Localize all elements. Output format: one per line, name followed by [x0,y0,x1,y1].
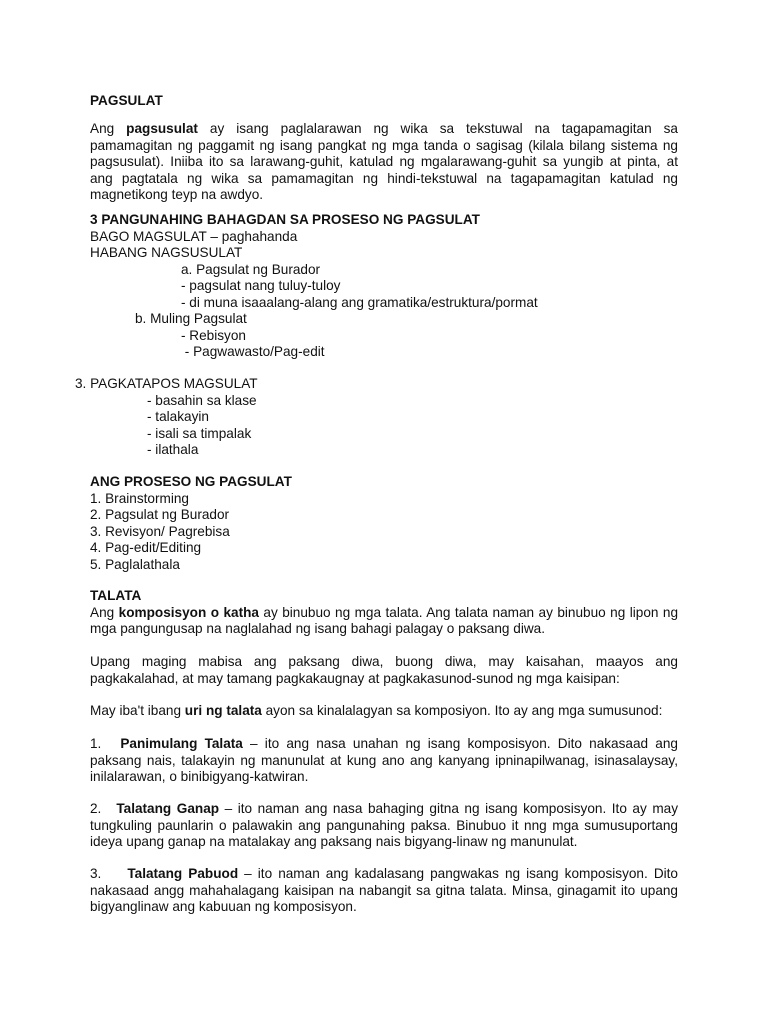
rewrite-item-1: - Rebisyon [181,327,246,343]
draft-item-1: - pagsulat nang tuluy-tuloy [181,278,341,293]
after-item-1: - basahin sa klase [147,392,257,408]
type-2-line-2: tungkuling paunlarin o palawakin ang pangunahing paksa. Binubuo it nng mga sumusuportang [90,817,678,833]
intro-line-2: pamamagitan ng paggamit ng isang pangkat ng mga tanda o sagisag (kilala bilang sistema ng [90,137,678,153]
type-2-line-1: 2. Talatang Ganap – ito naman ang nasa bahaging gitna ng isang komposisyon. Ito ay may [90,801,678,816]
page-title: PAGSULAT [90,93,163,108]
intro-line-3: pagsusulat). Iniiba ito sa larawang-guhit, katulad ng mgalarawang-guhit sa yungib at pinta, at [90,154,678,169]
talata-p2-line-1: Upang maging mabisa ang paksang diwa, buong diwa, may kaisahan, maayos ang [90,654,678,669]
type-3-line-1: 3. Talatang Pabuod – ito naman ang kadalasang pangwakas ng isang komposisyon. Dito [90,866,678,881]
process-item-1: 1. Brainstorming [90,490,189,506]
intro-line-4: ang pagtatala ng wika sa pamamagitan ng hindi-tekstuwal na tagapamagitan katulad ng [90,170,678,186]
talata-p3: May iba't ibang uri ng talata ayon sa kinalalagyan sa komposiyon. Ito ay ang mga sumusunod: [90,703,663,718]
stage-after: 3. PAGKATAPOS MAGSULAT [75,376,258,391]
type-3-line-2: nakasaad angg mahahalagang kaisipan na nabangit sa gitna talata. Minsa, ginagamit ito upang [90,882,678,898]
type-1-line-1: 1. Panimulang Talata – ito ang nasa unahan ng isang komposisyon. Dito nakasaad ang [90,736,678,751]
type-2-line-3: ideya upang ganap na matalakay ang paksang nais bigyang-linaw ng manunulat. [90,834,578,849]
draft-heading: a. Pagsulat ng Burador [181,261,321,277]
type-1-line-3: inilalarawan, o binibigyang-katwiran. [90,769,309,784]
rewrite-item-2: - Pagwawasto/Pag-edit [181,344,325,359]
process-item-5: 5. Paglalathala [90,556,180,572]
process-item-2: 2. Pagsulat ng Burador [90,507,230,522]
intro-line-5: magnetikong teyp na awdyo. [90,187,264,202]
draft-item-2: - di muna isaaalang-alang ang gramatika/estruktura/pormat [181,294,538,310]
talata-p2-line-2: pagkakalahad, at may tamang pagkakaugnay at pagkakasunod-sunod ng mga kaisipan: [90,670,620,686]
intro-term: pagsusulat [126,121,198,136]
process-item-4: 4. Pag-edit/Editing [90,540,202,555]
rewrite-heading: b. Muling Pagsulat [135,311,247,326]
stage-before: BAGO MAGSULAT – paghahanda [90,228,298,244]
talata-p1-line-1: Ang komposisyon o katha ay binubuo ng mga talata. Ang talata naman ay binubuo ng lipon ng [90,604,679,620]
intro-line-1: Ang pagsusulat ay isang paglalarawan ng wika sa tekstuwal na tagapamagitan sa [90,121,678,136]
process-heading: ANG PROSESO NG PAGSULAT [90,474,292,489]
after-item-3: - isali sa timpalak [147,425,252,441]
after-item-2: - talakayin [147,409,209,424]
process-item-3: 3. Revisyon/ Pagrebisa [90,523,230,539]
talata-heading: TALATA [90,588,142,603]
talata-p1-line-2: mga pangungusap na naglalahad ng isang bahagi palagay o paksang diwa. [90,621,545,636]
type-1-line-2: paksang nais, talakayin ng manunulat at kung ano ang kanyang ipninapilwanag, isinasalaysay, [90,752,678,768]
after-item-4: - ilathala [147,442,199,457]
stage-during: HABANG NAGSUSULAT [90,245,243,260]
stages-heading: 3 PANGUNAHING BAHAGDAN SA PROSESO NG PAGSULAT [90,212,480,227]
type-3-line-3: bigyanglinaw ang kabuuan ng komposisyon. [90,899,357,914]
